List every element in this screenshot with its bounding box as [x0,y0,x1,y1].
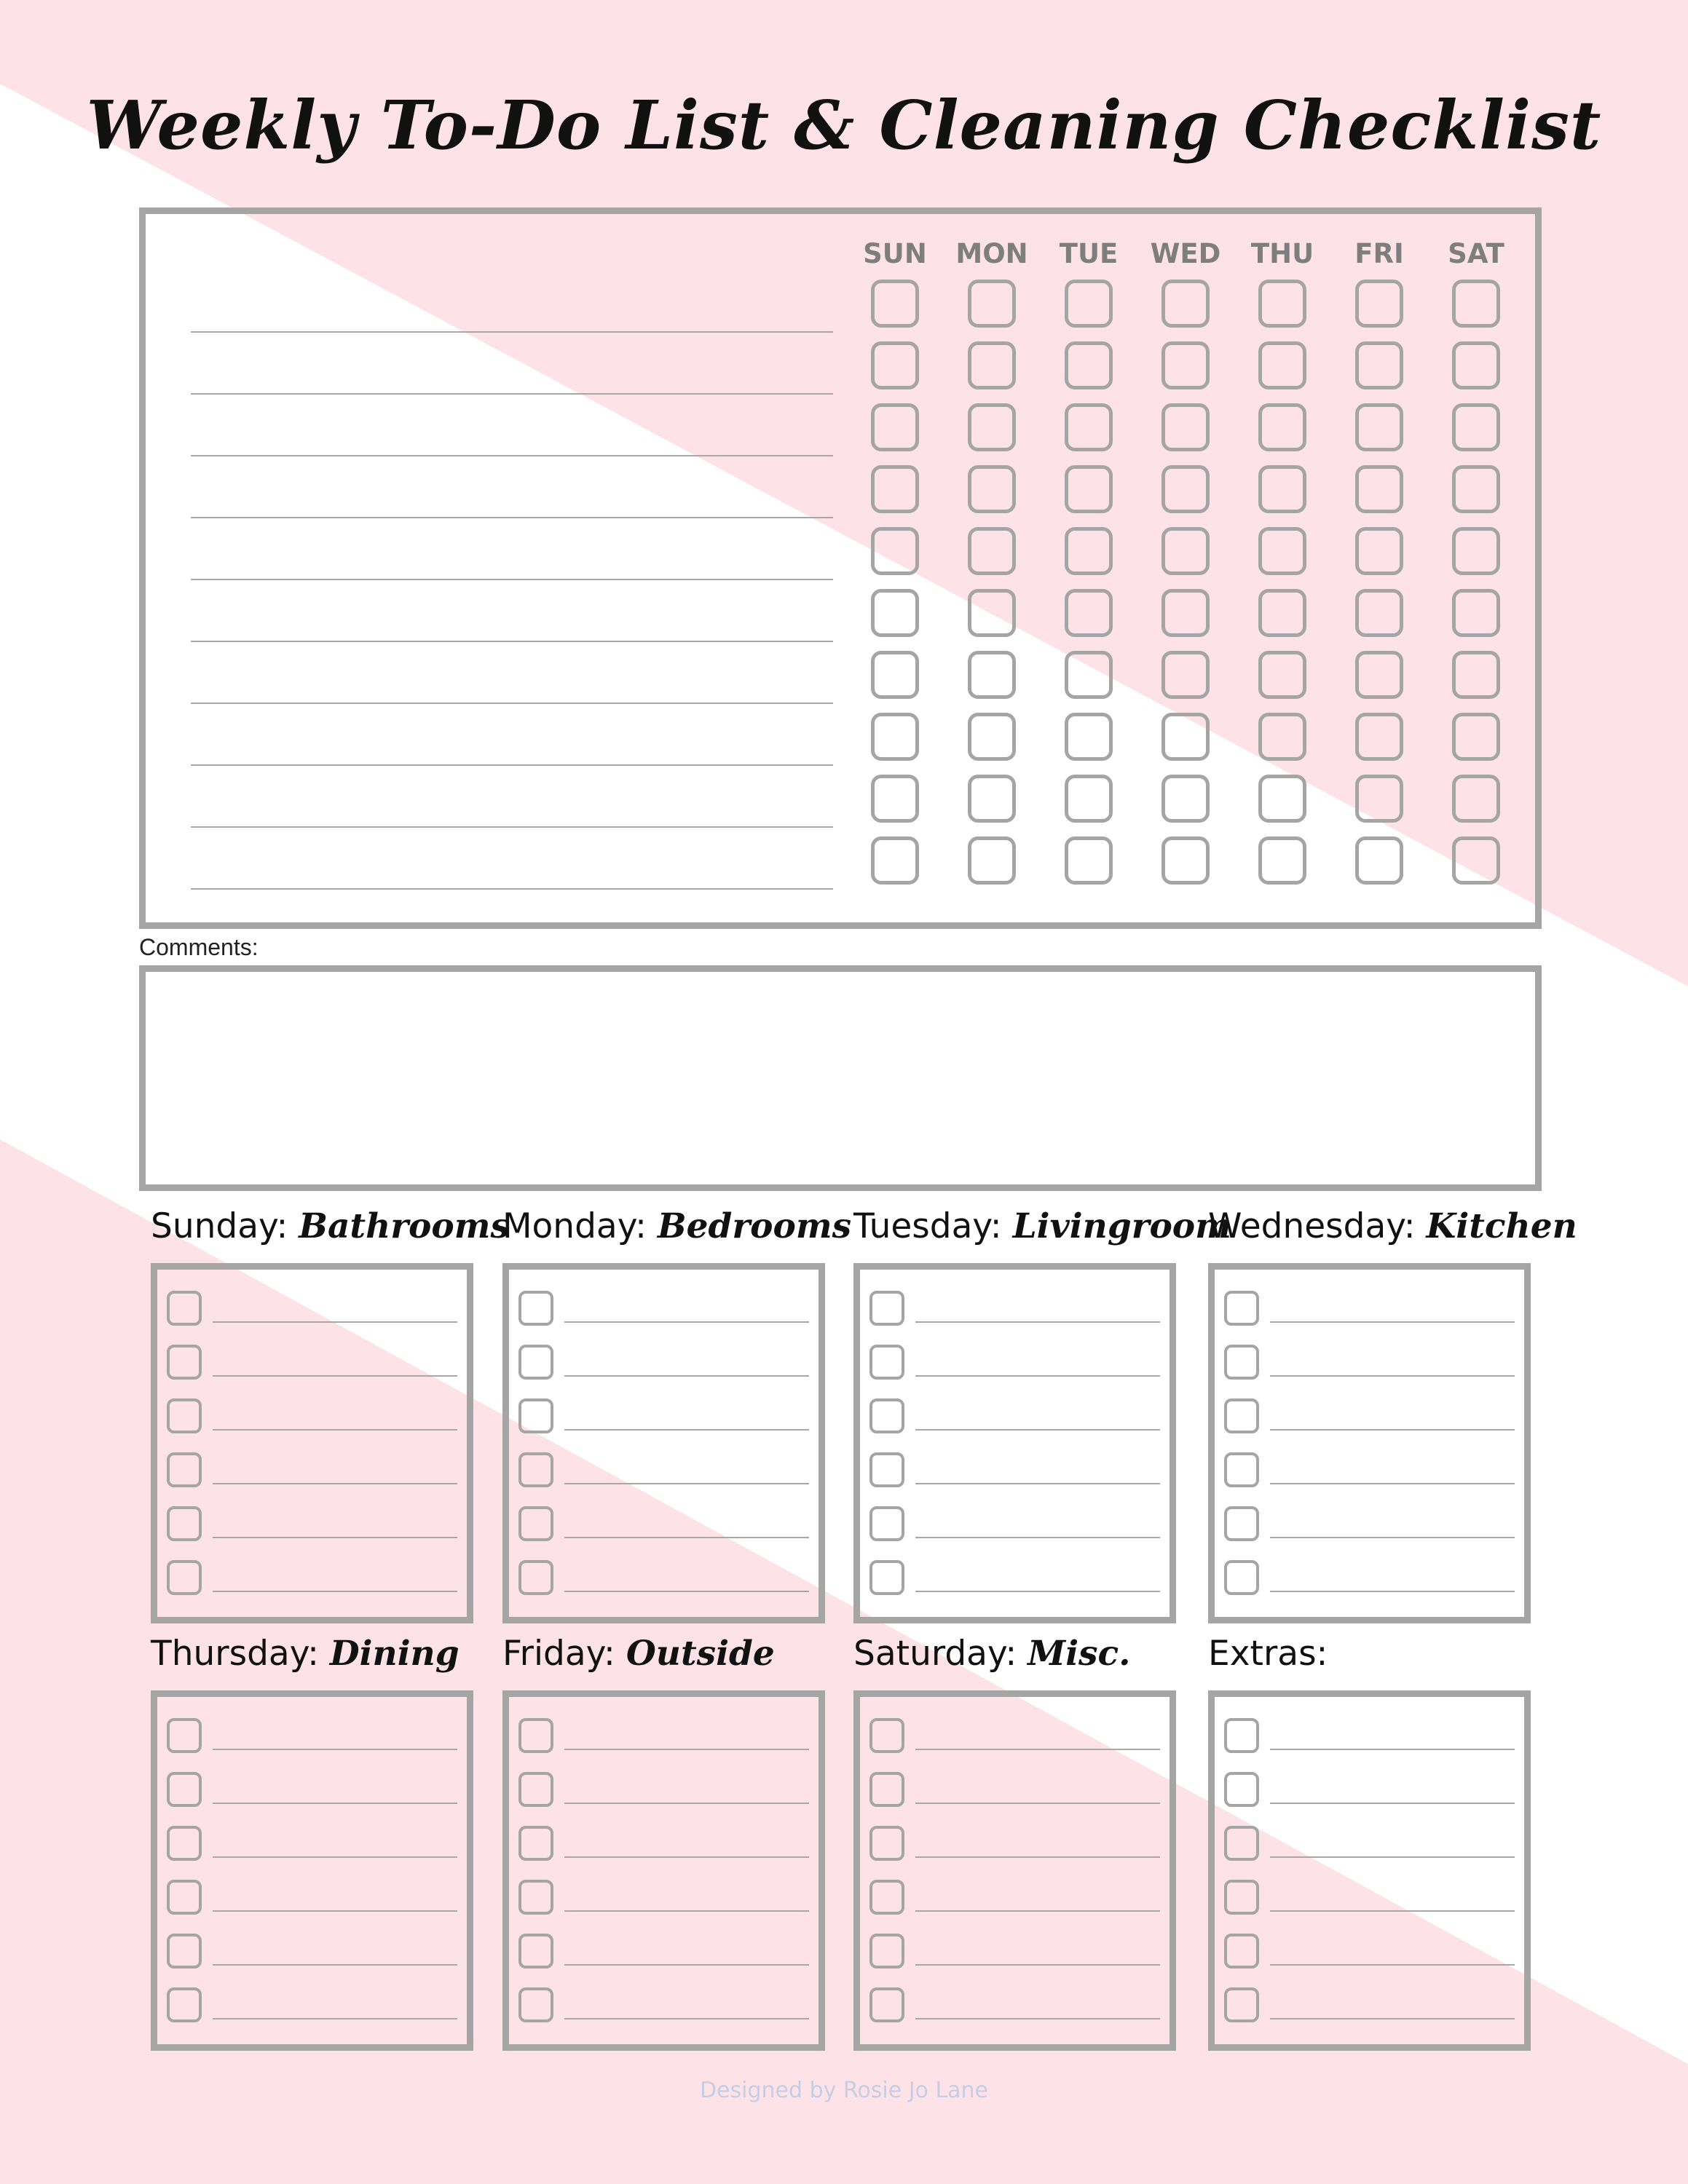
checkbox-fri-row-3[interactable] [1355,403,1403,451]
task-line[interactable] [191,455,833,456]
checkbox-wed-row-2[interactable] [1162,341,1210,389]
item-line[interactable] [564,1483,809,1484]
checkbox-thu-row-7[interactable] [1258,651,1306,699]
item-line[interactable] [564,1910,809,1912]
checkbox-thu-row-10[interactable] [1258,836,1306,885]
checkbox-thursday-item-2[interactable] [167,1772,202,1807]
checkbox-tuesday-item-2[interactable] [869,1345,904,1380]
checkbox-thursday-item-3[interactable] [167,1826,202,1861]
checkbox-monday-item-3[interactable] [518,1398,553,1433]
checkbox-friday-item-6[interactable] [518,1987,553,2022]
task-line[interactable] [191,393,833,395]
item-line[interactable] [1270,2018,1515,2019]
checkbox-thu-row-6[interactable] [1258,589,1306,637]
checkbox-extras-item-1[interactable] [1224,1718,1259,1753]
checkbox-friday-item-1[interactable] [518,1718,553,1753]
checkbox-wednesday-item-6[interactable] [1224,1560,1259,1595]
section-area: Bedrooms [657,1206,852,1246]
item-line[interactable] [213,1537,457,1538]
item-line[interactable] [213,1749,457,1750]
item-line[interactable] [213,1483,457,1484]
item-line[interactable] [915,1591,1160,1592]
day-header-fri: FRI [1354,238,1404,269]
task-line[interactable] [191,826,833,828]
item-line[interactable] [564,1964,809,1966]
checkbox-sat-row-5[interactable] [1452,527,1500,575]
checkbox-mon-row-3[interactable] [968,403,1016,451]
checkbox-monday-item-6[interactable] [518,1560,553,1595]
item-line[interactable] [1270,1591,1515,1592]
item-line[interactable] [1270,1964,1515,1966]
checkbox-saturday-item-4[interactable] [869,1880,904,1915]
task-line[interactable] [191,888,833,890]
checkbox-saturday-item-3[interactable] [869,1826,904,1861]
checkbox-fri-row-8[interactable] [1355,713,1403,761]
item-line[interactable] [1270,1375,1515,1377]
checkbox-fri-row-1[interactable] [1355,280,1403,328]
task-line[interactable] [191,517,833,518]
checkbox-mon-row-7[interactable] [968,651,1016,699]
checkbox-sun-row-8[interactable] [871,713,919,761]
checkbox-thu-row-5[interactable] [1258,527,1306,575]
section-day: Tuesday: [853,1206,1002,1246]
checkbox-tue-row-2[interactable] [1065,341,1113,389]
checkbox-thursday-item-5[interactable] [167,1934,202,1969]
checkbox-extras-item-5[interactable] [1224,1934,1259,1969]
checkbox-tue-row-4[interactable] [1065,465,1113,513]
checkbox-fri-row-6[interactable] [1355,589,1403,637]
checkbox-saturday-item-5[interactable] [869,1934,904,1969]
day-header-tue: TUE [1059,238,1119,269]
item-line[interactable] [213,1591,457,1592]
comments-box[interactable] [139,965,1542,1191]
checkbox-sun-row-1[interactable] [871,280,919,328]
checkbox-mon-row-6[interactable] [968,589,1016,637]
section-area: Kitchen [1426,1206,1577,1246]
section-area: Livingroom [1012,1206,1231,1246]
checkbox-monday-item-5[interactable] [518,1506,553,1541]
item-line[interactable] [564,1749,809,1750]
checkbox-sat-row-9[interactable] [1452,775,1500,823]
item-line[interactable] [213,2018,457,2019]
weekly-checklist-frame [139,207,1542,929]
page-title: Weekly To-Do List & Cleaning Checklist [86,86,1602,165]
item-line[interactable] [213,1910,457,1912]
checkbox-wednesday-item-5[interactable] [1224,1506,1259,1541]
item-line[interactable] [915,1803,1160,1804]
checkbox-sun-row-2[interactable] [871,341,919,389]
section-heading-sunday [151,1206,510,1246]
checkbox-sunday-item-1[interactable] [167,1291,202,1326]
item-line[interactable] [1270,1321,1515,1323]
checkbox-tue-row-1[interactable] [1065,280,1113,328]
checkbox-tuesday-item-1[interactable] [869,1291,904,1326]
checkbox-thursday-item-6[interactable] [167,1987,202,2022]
checkbox-extras-item-6[interactable] [1224,1987,1259,2022]
item-line[interactable] [1270,1856,1515,1858]
item-line[interactable] [564,1537,809,1538]
checkbox-sun-row-10[interactable] [871,836,919,885]
checkbox-sat-row-7[interactable] [1452,651,1500,699]
item-line[interactable] [213,1375,457,1377]
checkbox-mon-row-9[interactable] [968,775,1016,823]
checkbox-fri-row-2[interactable] [1355,341,1403,389]
checkbox-tue-row-10[interactable] [1065,836,1113,885]
section-area: Misc. [1028,1634,1131,1674]
checkbox-sun-row-7[interactable] [871,651,919,699]
section-day: Extras: [1208,1634,1328,1674]
checkbox-saturday-item-6[interactable] [869,1987,904,2022]
section-day: Saturday: [853,1634,1017,1674]
checkbox-tue-row-8[interactable] [1065,713,1113,761]
task-line[interactable] [191,579,833,580]
checkbox-mon-row-2[interactable] [968,341,1016,389]
comments-label: Comments: [139,934,259,960]
checkbox-wed-row-10[interactable] [1162,836,1210,885]
checkbox-saturday-item-2[interactable] [869,1772,904,1807]
checkbox-tue-row-6[interactable] [1065,589,1113,637]
checkbox-sunday-item-5[interactable] [167,1506,202,1541]
checkbox-mon-row-10[interactable] [968,836,1016,885]
item-line[interactable] [213,1856,457,1858]
checkbox-thu-row-3[interactable] [1258,403,1306,451]
item-line[interactable] [915,1483,1160,1484]
checkbox-wed-row-9[interactable] [1162,775,1210,823]
item-line[interactable] [915,1964,1160,1966]
checkbox-thu-row-8[interactable] [1258,713,1306,761]
item-line[interactable] [915,1375,1160,1377]
item-line[interactable] [213,1321,457,1323]
checkbox-tuesday-item-5[interactable] [869,1506,904,1541]
checkbox-sunday-item-4[interactable] [167,1452,202,1487]
section-day: Friday: [502,1634,615,1674]
checkbox-tue-row-9[interactable] [1065,775,1113,823]
checkbox-extras-item-3[interactable] [1224,1826,1259,1861]
checkbox-monday-item-1[interactable] [518,1291,553,1326]
section-heading-friday [502,1634,775,1674]
checkbox-friday-item-2[interactable] [518,1772,553,1807]
checkbox-thursday-item-4[interactable] [167,1880,202,1915]
section-area: Bathrooms [299,1206,510,1246]
checkbox-sat-row-10[interactable] [1452,836,1500,885]
checkbox-sun-row-5[interactable] [871,527,919,575]
checkbox-thu-row-9[interactable] [1258,775,1306,823]
item-line[interactable] [1270,1429,1515,1431]
checkbox-mon-row-1[interactable] [968,280,1016,328]
item-line[interactable] [1270,1910,1515,1912]
checkbox-friday-item-5[interactable] [518,1934,553,1969]
checkbox-sun-row-9[interactable] [871,775,919,823]
item-line[interactable] [213,1964,457,1966]
item-line[interactable] [915,1856,1160,1858]
checkbox-thu-row-1[interactable] [1258,280,1306,328]
day-header-sat: SAT [1448,238,1504,269]
item-line[interactable] [213,1803,457,1804]
item-line[interactable] [564,1803,809,1804]
task-line[interactable] [191,703,833,704]
item-line[interactable] [564,1429,809,1431]
checkbox-thu-row-4[interactable] [1258,465,1306,513]
item-line[interactable] [915,1429,1160,1431]
checkbox-extras-item-2[interactable] [1224,1772,1259,1807]
checkbox-sunday-item-3[interactable] [167,1398,202,1433]
checkbox-sat-row-4[interactable] [1452,465,1500,513]
task-line[interactable] [191,331,833,333]
checkbox-fri-row-7[interactable] [1355,651,1403,699]
item-line[interactable] [915,1749,1160,1750]
section-day: Sunday: [151,1206,288,1246]
day-header-mon: MON [955,238,1028,269]
checkbox-tuesday-item-3[interactable] [869,1398,904,1433]
checkbox-wednesday-item-3[interactable] [1224,1398,1259,1433]
checkbox-tuesday-item-6[interactable] [869,1560,904,1595]
checkbox-sat-row-6[interactable] [1452,589,1500,637]
checkbox-sun-row-3[interactable] [871,403,919,451]
section-day: Thursday: [151,1634,319,1674]
checkbox-sat-row-2[interactable] [1452,341,1500,389]
footer-credit: Designed by Rosie Jo Lane [699,2078,989,2103]
checkbox-extras-item-4[interactable] [1224,1880,1259,1915]
item-line[interactable] [915,1537,1160,1538]
checkbox-sun-row-6[interactable] [871,589,919,637]
item-line[interactable] [1270,1749,1515,1750]
section-heading-extras [1208,1634,1328,1674]
day-header-wed: WED [1150,238,1221,269]
task-line[interactable] [191,764,833,766]
checkbox-wednesday-item-1[interactable] [1224,1291,1259,1326]
checkbox-tue-row-5[interactable] [1065,527,1113,575]
checkbox-tue-row-7[interactable] [1065,651,1113,699]
checkbox-wed-row-8[interactable] [1162,713,1210,761]
section-area: Outside [626,1634,775,1674]
checkbox-thu-row-2[interactable] [1258,341,1306,389]
checkbox-fri-row-10[interactable] [1355,836,1403,885]
checkbox-sat-row-3[interactable] [1452,403,1500,451]
section-heading-thursday [151,1634,460,1674]
checkbox-mon-row-4[interactable] [968,465,1016,513]
section-area: Dining [329,1634,460,1674]
checkbox-tuesday-item-4[interactable] [869,1452,904,1487]
checkbox-wed-row-1[interactable] [1162,280,1210,328]
section-heading-tuesday [853,1206,1231,1246]
day-header-sun: SUN [863,238,927,269]
checkbox-sat-row-1[interactable] [1452,280,1500,328]
item-line[interactable] [564,2018,809,2019]
item-line[interactable] [1270,1483,1515,1484]
item-line[interactable] [915,1910,1160,1912]
item-line[interactable] [1270,1537,1515,1538]
checkbox-fri-row-4[interactable] [1355,465,1403,513]
checkbox-mon-row-8[interactable] [968,713,1016,761]
checkbox-sun-row-4[interactable] [871,465,919,513]
item-line[interactable] [564,1591,809,1592]
item-line[interactable] [915,1321,1160,1323]
checkbox-sat-row-8[interactable] [1452,713,1500,761]
section-heading-monday [502,1206,851,1246]
day-header-thu: THU [1250,238,1314,269]
checkbox-fri-row-5[interactable] [1355,527,1403,575]
checkbox-wed-row-5[interactable] [1162,527,1210,575]
checkbox-wed-row-6[interactable] [1162,589,1210,637]
checkbox-wed-row-3[interactable] [1162,403,1210,451]
checkbox-sunday-item-2[interactable] [167,1345,202,1380]
item-line[interactable] [915,2018,1160,2019]
item-line[interactable] [564,1375,809,1377]
section-heading-wednesday [1208,1206,1577,1246]
checkbox-friday-item-4[interactable] [518,1880,553,1915]
checkbox-mon-row-5[interactable] [968,527,1016,575]
checkbox-wed-row-7[interactable] [1162,651,1210,699]
checkbox-saturday-item-1[interactable] [869,1718,904,1753]
checkbox-friday-item-3[interactable] [518,1826,553,1861]
checkbox-thursday-item-1[interactable] [167,1718,202,1753]
checkbox-sunday-item-6[interactable] [167,1560,202,1595]
section-day: Monday: [502,1206,647,1246]
section-day: Wednesday: [1208,1206,1416,1246]
checkbox-monday-item-4[interactable] [518,1452,553,1487]
checkbox-wed-row-4[interactable] [1162,465,1210,513]
section-heading-saturday [853,1634,1131,1674]
item-line[interactable] [1270,1803,1515,1804]
checkbox-fri-row-9[interactable] [1355,775,1403,823]
checkbox-wednesday-item-4[interactable] [1224,1452,1259,1487]
item-line[interactable] [564,1321,809,1323]
item-line[interactable] [564,1856,809,1858]
item-line[interactable] [213,1429,457,1431]
task-line[interactable] [191,641,833,642]
checkbox-tue-row-3[interactable] [1065,403,1113,451]
checkbox-monday-item-2[interactable] [518,1345,553,1380]
checkbox-wednesday-item-2[interactable] [1224,1345,1259,1380]
